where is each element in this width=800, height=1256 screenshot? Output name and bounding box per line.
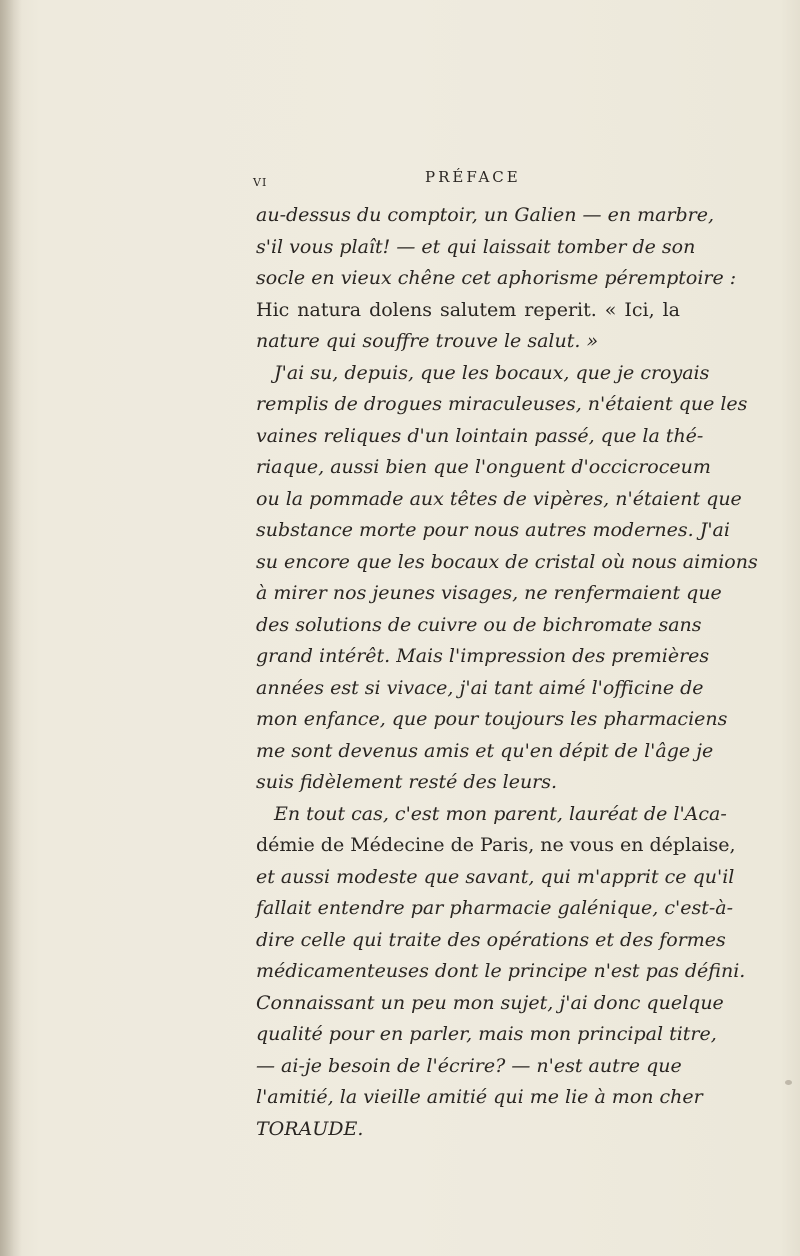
text-line: à mirer nos jeunes visages, ne renfermaient que xyxy=(256,582,722,604)
text-line: l'amitié, la vieille amitié qui me lie à mon cher xyxy=(256,1086,703,1108)
text-line: nature qui souffre trouve le salut. » xyxy=(256,330,599,352)
text-line: Connaissant un peu mon sujet, j'ai donc quelque xyxy=(256,991,724,1014)
text-line: substance morte pour nous autres modernes. J'ai xyxy=(256,519,730,541)
text-line: démie de Médecine de Paris, ne vous en déplaise, xyxy=(256,834,736,856)
text-line: riaque, aussi bien que l'onguent d'occicroceum xyxy=(256,456,711,478)
text-line: médicamenteuses dont le principe n'est pas défini. xyxy=(256,960,746,982)
text-line: En tout cas, c'est mon parent, lauréat de l'Aca- xyxy=(274,802,727,825)
text-line: au-dessus du comptoir, un Galien — en marbre, xyxy=(256,204,715,226)
text-line: fallait entendre par pharmacie galénique, c'est-à- xyxy=(256,897,733,919)
text-line: des solutions de cuivre ou de bichromate sans xyxy=(256,613,702,636)
text-line: ou la pommade aux têtes de vipères, n'étaient que xyxy=(256,487,742,510)
body-text xyxy=(256,200,758,1145)
text-line: et aussi modeste que savant, qui m'apprit ce qu'il xyxy=(256,865,735,888)
text-line: remplis de drogues miraculeuses, n'étaient que les xyxy=(256,393,748,415)
text-line: Hic natura dolens salutem reperit. « Ici, la xyxy=(256,298,680,321)
page-number: VI xyxy=(253,176,268,189)
paper-spot xyxy=(785,1080,792,1085)
running-head: PRÉFACE xyxy=(425,168,521,186)
text-line: socle en vieux chêne cet aphorisme péremptoire : xyxy=(256,267,737,289)
text-line: — ai-je besoin de l'écrire? — n'est autre que xyxy=(256,1054,682,1077)
text-line: s'il vous plaît! — et qui laissait tomber de son xyxy=(256,235,696,258)
text-line: J'ai su, depuis, que les bocaux, que je croyais xyxy=(274,361,710,384)
text-line: vaines reliques d'un lointain passé, que la thé- xyxy=(256,424,704,447)
text-line: TORAUDE. xyxy=(256,1117,364,1140)
text-line: suis fidèlement resté des leurs. xyxy=(256,771,558,793)
text-line: qualité pour en parler, mais mon principal titre, xyxy=(256,1023,717,1045)
text-line: su encore que les bocaux de cristal où nous aimions xyxy=(256,550,758,573)
text-line: mon enfance, que pour toujours les pharmaciens xyxy=(256,708,728,730)
text-line: grand intérêt. Mais l'impression des premières xyxy=(256,645,710,667)
text-line: dire celle qui traite des opérations et des formes xyxy=(256,928,726,951)
text-line: me sont devenus amis et qu'en dépit de l'âge je xyxy=(256,739,714,762)
page-header xyxy=(0,168,800,192)
text-line: années est si vivace, j'ai tant aimé l'officine de xyxy=(256,676,704,699)
